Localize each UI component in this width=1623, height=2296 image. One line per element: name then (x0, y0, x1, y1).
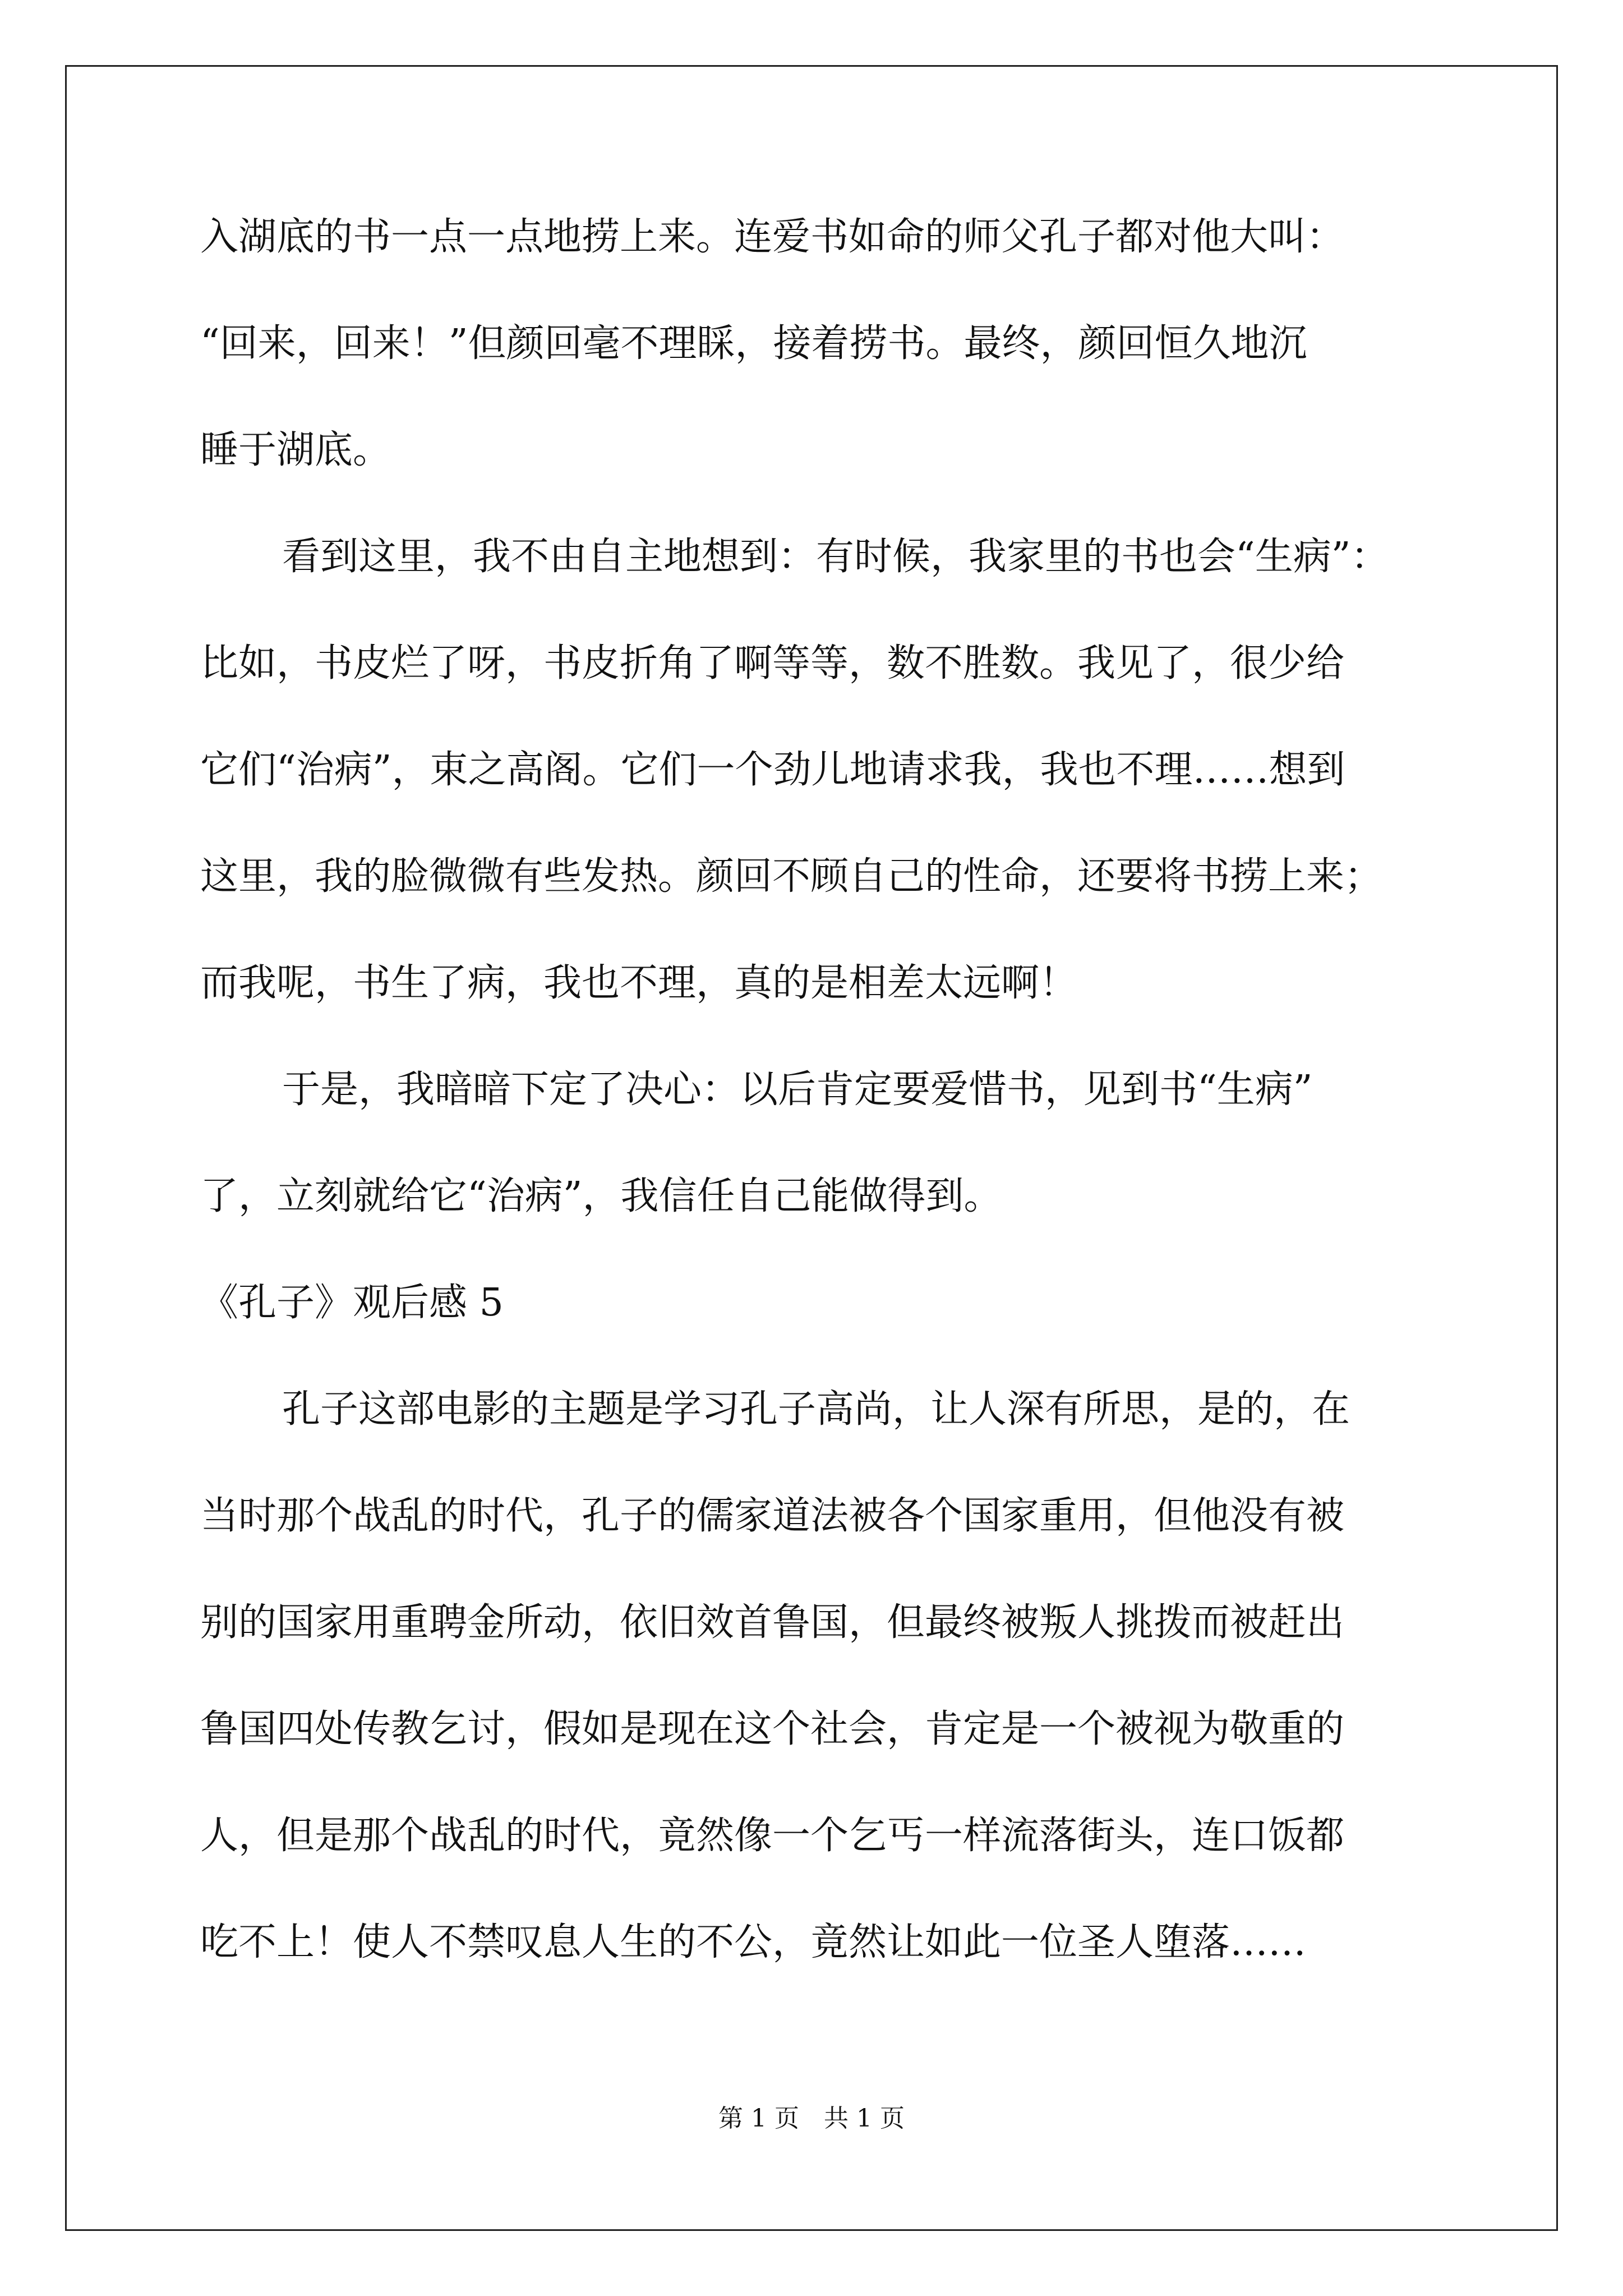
paragraph-line: 吃不上！使人不禁叹息人生的不公，竟然让如此一位圣人堕落…… (200, 1920, 1307, 1964)
paragraph-line: 比如，书皮烂了呀，书皮折角了啊等等，数不胜数。我见了，很少给 (200, 641, 1345, 685)
paragraph-line: “回来，回来！”但颜回毫不理睬，接着捞书。最终，颜回恒久地沉 (200, 321, 1307, 366)
paragraph-line: 它们“治病”，束之高阁。它们一个劲儿地请求我，我也不理……想到 (200, 748, 1345, 792)
paragraph-line: 于是，我暗暗下定了决心：以后肯定要爱惜书，见到书“生病” (282, 1068, 1313, 1112)
paragraph-line: 孔子这部电影的主题是学习孔子高尚，让人深有所思，是的，在 (282, 1387, 1350, 1432)
document-body (200, 215, 1434, 2030)
paragraph-line: 当时那个战乱的时代，孔子的儒家道法被各个国家重用，但他没有被 (200, 1494, 1345, 1538)
paragraph-line: 人，但是那个战乱的时代，竟然像一个乞丐一样流落街头，连口饭都 (200, 1814, 1345, 1858)
paragraph-line: 而我呢，书生了病，我也不理，真的是相差太远啊！ (200, 961, 1078, 1005)
section-heading: 《孔子》观后感 5 (200, 1281, 504, 1325)
paragraph-line: 睡于湖底。 (200, 428, 391, 472)
paragraph-line: 这里，我的脸微微有些发热。颜回不顾自己的性命，还要将书捞上来； (200, 854, 1383, 899)
paragraph-line: 鲁国四处传教乞讨，假如是现在这个社会，肯定是一个被视为敬重的 (200, 1707, 1345, 1751)
page-footer: 第 1 页 共 1 页 (718, 2104, 905, 2133)
paragraph-line: 别的国家用重聘金所动，依旧效首鲁国，但最终被叛人挑拨而被赶出 (200, 1600, 1345, 1645)
paragraph-line: 看到这里，我不由自主地想到：有时候，我家里的书也会“生病”： (282, 535, 1389, 579)
paragraph-line: 入湖底的书一点一点地捞上来。连爱书如命的师父孔子都对他大叫： (200, 215, 1345, 259)
paragraph-line: 了，立刻就给它“治病”，我信任自己能做得到。 (200, 1174, 1002, 1218)
